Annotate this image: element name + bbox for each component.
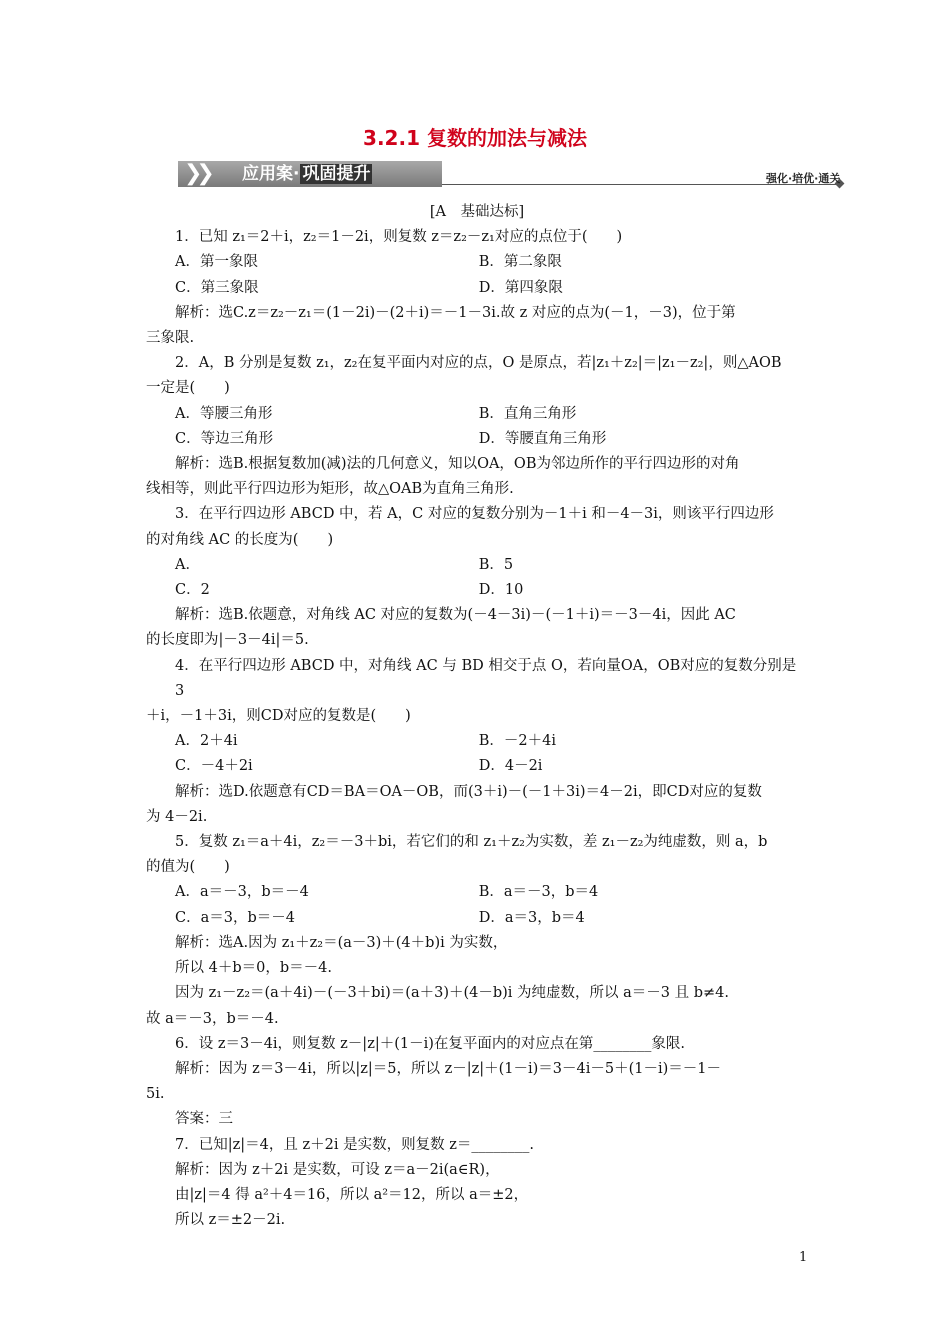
q2-option-b: B．直角三角形 [478,405,577,422]
q1-options-row-2 [146,276,808,301]
q3-option-c: C．2 [175,582,210,599]
q3-option-b: B．5 [478,556,514,573]
q6-solution-line-1: 解析：因为 z＝3－4i，所以|z|＝5，所以 z－|z|＋(1－i)＝3－4i－5＋(1－i)＝－1－ [175,1060,722,1077]
q5-solution-line-3: 因为 z₁－z₂＝(a＋4i)－(－3＋bi)＝(a＋3)＋(4－b)i 为纯虚数，所以 a＝－3 且 b≠4. [175,985,730,1002]
q4-option-b: B．－2＋4i [478,733,556,750]
question-7: 7．已知|z|＝4，且 z＋2i 是实数，则复数 z＝________. [175,1136,534,1153]
question-2-line-1: 2．A，B 分别是复数 z₁，z₂在复平面内对应的点，O 是原点，若|z₁＋z₂|＝|z₁－z₂|，则△AOB [175,355,782,372]
q5-option-d: D．a＝3，b＝4 [478,909,585,926]
q5-option-b: B．a＝－3，b＝4 [478,884,599,901]
banner-label-boxed: 巩固提升 [302,164,371,184]
q4-option-a: A．2＋4i [175,733,238,750]
q1-option-d: D．第四象限 [478,279,563,296]
q4-solution-line-2: 为 4－2i. [146,808,208,825]
q1-option-b: B．第二象限 [478,254,562,271]
q3-options-row-1 [146,553,808,578]
q2-options-row-2 [146,427,808,452]
q3-option-d: D．10 [478,582,524,599]
q5-options-row-2 [146,906,808,931]
question-3-line-2: 的对角线 AC 的长度为( ) [146,531,334,548]
page-number: 1 [799,1250,808,1265]
exercise-content [146,200,808,1233]
q7-solution-line-2: 由|z|＝4 得 a²＋4＝16，所以 a²＝12，所以 a＝±2， [175,1186,529,1203]
q2-option-a: A．等腰三角形 [175,405,273,422]
q5-solution-line-2: 所以 4＋b＝0，b＝－4. [175,960,332,977]
q3-solution-line-2: 的长度即为|－3－4i|＝5. [146,632,309,649]
question-2-line-2: 一定是( ) [146,380,230,397]
q1-option-c: C．第三象限 [175,279,259,296]
q3-solution-line-1: 解析：选B.依题意，对角线 AC 对应的复数为(－4－3i)－(－1＋i)＝－3－4i，因此 AC [175,607,736,624]
chevron-icon: ❯❯ [184,161,209,186]
q4-option-c: C．－4＋2i [175,758,253,775]
q4-option-d: D．4－2i [478,758,543,775]
q4-options-row-1 [146,729,808,754]
section-heading: [A 基础达标] [429,204,525,220]
q2-option-d: D．等腰直角三角形 [478,430,607,447]
question-4-line-1: 4．在平行四边形 ABCD 中，对角线 AC 与 BD 相交于点 O，若向量OA，OB对应的复数分别是 3 [175,657,797,699]
q2-option-c: C．等边三角形 [175,430,274,447]
banner-label-prefix: 应用案· [242,164,300,184]
q2-solution-line-2: 线相等，则此平行四边形为矩形，故△OAB为直角三角形. [146,481,514,498]
q3-option-a: A． [175,556,200,573]
q6-answer: 答案：三 [175,1111,233,1128]
page-title: 3.2.1 复数的加法与减法 [363,126,587,150]
question-3-line-1: 3．在平行四边形 ABCD 中，若 A，C 对应的复数分别为－1＋i 和－4－3i，则该平行四边形 [175,506,774,523]
question-5-line-1: 5．复数 z₁＝a＋4i，z₂＝－3＋bi，若它们的和 z₁＋z₂为实数，差 z₁－z₂为纯虚数，则 a，b [175,834,768,851]
q2-options-row-1 [146,402,808,427]
tagline: 强化·培优·通关 [766,172,841,185]
q4-solution-line-1: 解析：选D.依题意有CD＝BA＝OA－OB，而(3＋i)－(－1＋3i)＝4－2i，即CD对应的复数 [175,783,762,800]
q5-solution-line-4: 故 a＝－3，b＝－4. [146,1010,279,1027]
question-5-line-2: 的值为( ) [146,859,230,876]
q7-solution-line-1: 解析：因为 z＋2i 是实数，可设 z＝a－2i(a∈R)， [175,1161,500,1178]
q3-options-row-2 [146,578,808,603]
q1-solution-line-1: 解析：选C.z＝z₂－z₁＝(1－2i)－(2＋i)＝－1－3i.故 z 对应的点为(－1，－3)，位于第 [175,304,736,321]
q7-solution-line-3: 所以 z＝±2－2i. [175,1212,286,1229]
q6-solution-line-2: 5i. [146,1086,165,1103]
q1-solution-line-2: 三象限. [146,330,195,347]
q2-solution-line-1: 解析：选B.根据复数加(减)法的几何意义，知以OA，OB为邻边所作的平行四边形的对角 [175,456,740,473]
q5-option-a: A．a＝－3，b＝－4 [175,884,309,901]
q1-options-row-1 [146,250,808,275]
q5-options-row-1 [146,880,808,905]
section-banner [178,161,442,187]
question-1: 1．已知 z₁＝2＋i，z₂＝1－2i，则复数 z＝z₂－z₁对应的点位于( ) [175,229,623,246]
question-4-line-2: ＋i，－1＋3i，则CD对应的复数是( ) [146,708,411,725]
banner-label [242,161,372,187]
q5-solution-line-1: 解析：选A.因为 z₁＋z₂＝(a－3)＋(4＋b)i 为实数， [175,934,508,951]
question-6: 6．设 z＝3－4i，则复数 z－|z|＋(1－i)在复平面内的对应点在第________象限. [175,1035,686,1052]
q4-options-row-2 [146,754,808,779]
q1-option-a: A．第一象限 [175,254,258,271]
q5-option-c: C．a＝3，b＝－4 [175,909,295,926]
